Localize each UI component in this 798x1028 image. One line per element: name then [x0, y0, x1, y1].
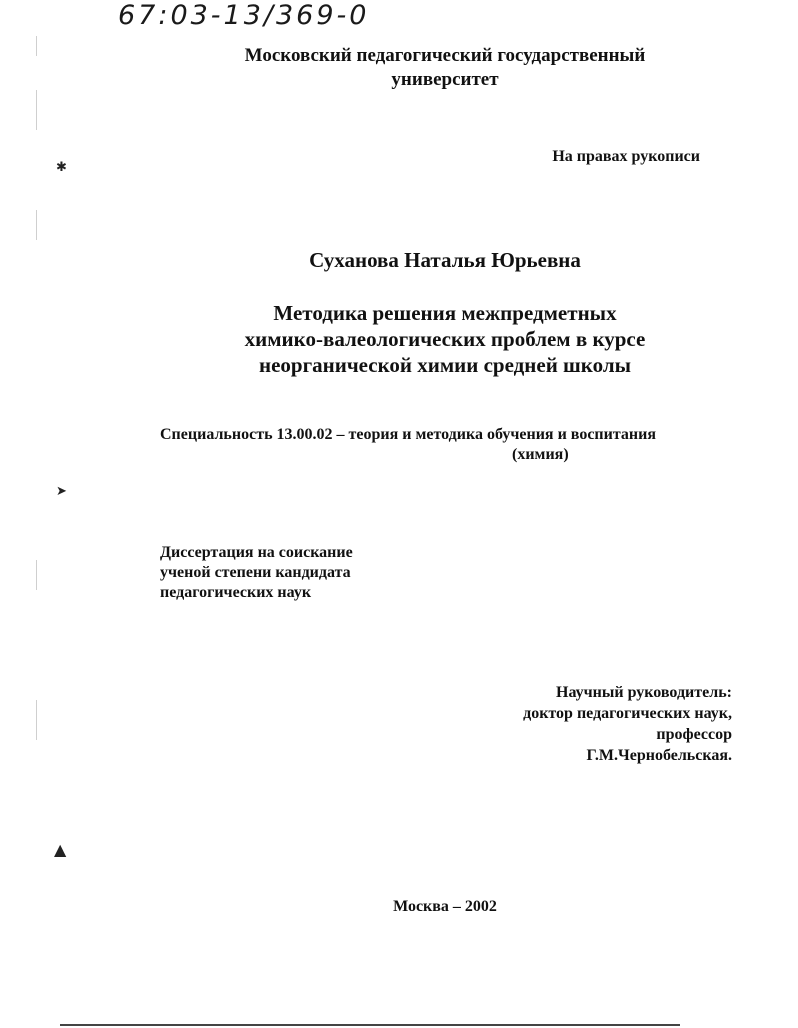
scan-edge-line	[36, 210, 37, 240]
dissertation-title	[46, 300, 798, 378]
degree-line: ученой степени кандидата	[160, 564, 351, 581]
scan-edge-line	[36, 36, 37, 56]
degree-line: педагогических наук	[160, 584, 312, 601]
binding-mark-icon: ✱	[56, 160, 67, 175]
scan-edge-line	[36, 90, 37, 130]
supervisor-line: профессор	[656, 726, 732, 743]
scan-edge-line	[36, 560, 37, 590]
scan-bottom-edge	[60, 1024, 680, 1026]
handwritten-catalog-code: 67:03-13/369-0	[118, 0, 370, 31]
supervisor-line: доктор педагогических наук,	[523, 705, 732, 722]
scan-edge-line	[36, 700, 37, 740]
author-name: Суханова Наталья Юрьевна	[309, 248, 581, 272]
university-line: Московский педагогический государственный	[244, 45, 646, 66]
university-name	[46, 44, 798, 92]
degree-line: Диссертация на соискание	[160, 544, 353, 561]
dissertation-degree	[160, 543, 353, 603]
specialty-subject: (химия)	[512, 446, 569, 463]
scientific-supervisor	[523, 682, 732, 766]
specialty-line: Специальность 13.00.02 – теория и методика обучения и воспитания	[160, 426, 657, 443]
manuscript-rights-note: На правах рукописи	[552, 148, 700, 165]
binding-mark-icon: ▲	[54, 840, 67, 859]
university-line: университет	[391, 69, 499, 90]
title-line: химико-валеологических проблем в курсе	[244, 327, 646, 351]
supervisor-line: Г.М.Чернобельская.	[586, 747, 732, 764]
title-line: Методика решения межпредметных	[273, 301, 617, 325]
title-line: неорганической химии средней школы	[259, 353, 631, 377]
supervisor-line: Научный руководитель:	[556, 684, 732, 701]
city-year: Москва – 2002	[393, 898, 497, 915]
binding-mark-icon: ➤	[56, 484, 67, 499]
